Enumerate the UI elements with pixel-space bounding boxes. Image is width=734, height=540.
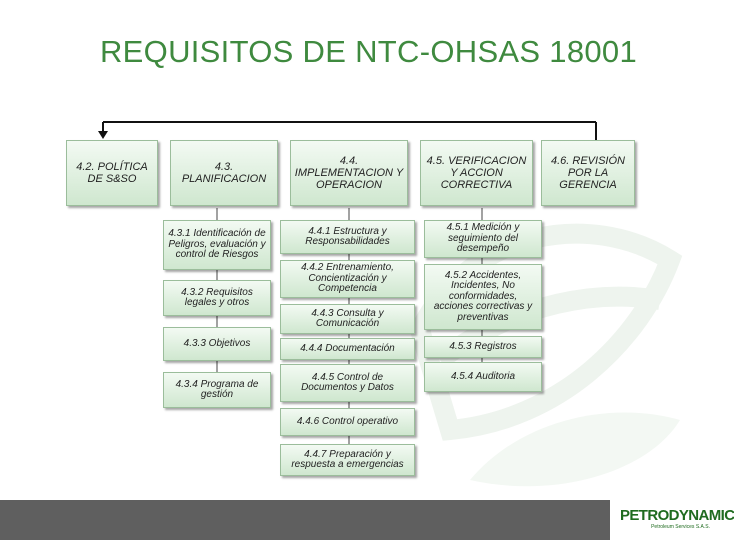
- item-4-3-3-label: 4.3.3 Objetivos: [183, 337, 251, 349]
- item-4-3-2: [163, 280, 271, 316]
- item-4-4-3: [280, 304, 415, 334]
- item-4-5-2-label: 4.5.2 Accidentes, Incidentes, No conformidades, acciones correctivas y preventivas: [433, 269, 533, 323]
- item-4-5-1-label: 4.5.1 Medición y seguimiento del desempeño: [446, 222, 520, 255]
- item-4-4-7: [280, 444, 415, 476]
- header-verificacion: [420, 140, 533, 206]
- slide-title: REQUISITOS DE NTC-OHSAS 18001: [100, 34, 638, 69]
- header-revision-label: 4.6. REVISIÓN POR LA GERENCIA: [551, 155, 625, 191]
- header-implementacion-label: 4.4. IMPLEMENTACION Y OPERACION: [294, 155, 404, 191]
- item-4-4-4: [280, 338, 415, 360]
- item-4-5-1: [424, 220, 542, 258]
- item-4-4-4-label: 4.4.4 Documentación: [300, 342, 395, 354]
- header-implementacion: [290, 140, 408, 206]
- item-4-4-6: [280, 408, 415, 436]
- item-4-3-4-label: 4.3.4 Programa de gestión: [175, 378, 259, 400]
- item-4-5-3-label: 4.5.3 Registros: [449, 340, 517, 352]
- header-planificacion: [170, 140, 278, 206]
- item-4-4-3-label: 4.4.3 Consulta y Comunicación: [311, 307, 384, 329]
- item-4-5-2: [424, 264, 542, 330]
- item-4-5-4-label: 4.5.4 Auditoria: [450, 370, 516, 382]
- item-4-4-5: [280, 364, 415, 402]
- logo-wordmark: PETRODYNAMIC: [620, 507, 734, 524]
- header-planificacion-label: 4.3. PLANIFICACION: [181, 161, 267, 185]
- header-politica-label: 4.2. POLÍTICA DE S&SO: [76, 161, 148, 185]
- item-4-5-4: [424, 362, 542, 392]
- header-politica: [66, 140, 158, 206]
- footer-bar: [0, 500, 610, 540]
- item-4-4-6-label: 4.4.6 Control operativo: [296, 415, 399, 427]
- item-4-3-2-label: 4.3.2 Requisitos legales y otros: [181, 286, 253, 308]
- item-4-4-7-label: 4.4.7 Preparación y respuesta a emergencias: [291, 448, 404, 470]
- logo-tagline: Petroleum Services S.A.S.: [651, 524, 710, 530]
- item-4-4-1: [280, 220, 415, 254]
- item-4-3-3: [163, 327, 271, 361]
- item-4-5-3: [424, 336, 542, 358]
- header-verificacion-label: 4.5. VERIFICACION Y ACCION CORRECTIVA: [426, 155, 527, 191]
- item-4-3-1-label: 4.3.1 Identificación de Peligros, evaluación y control de Riesgos: [168, 228, 266, 261]
- item-4-4-2-label: 4.4.2 Entrenamiento, Concientización y Competencia: [301, 262, 394, 295]
- item-4-4-5-label: 4.4.5 Control de Documentos y Datos: [301, 371, 394, 393]
- header-revision: [541, 140, 635, 206]
- company-logo: [620, 507, 734, 534]
- item-4-3-4: [163, 372, 271, 408]
- item-4-4-2: [280, 260, 415, 298]
- item-4-4-1-label: 4.4.1 Estructura y Responsabilidades: [305, 225, 390, 247]
- item-4-3-1: [163, 220, 271, 270]
